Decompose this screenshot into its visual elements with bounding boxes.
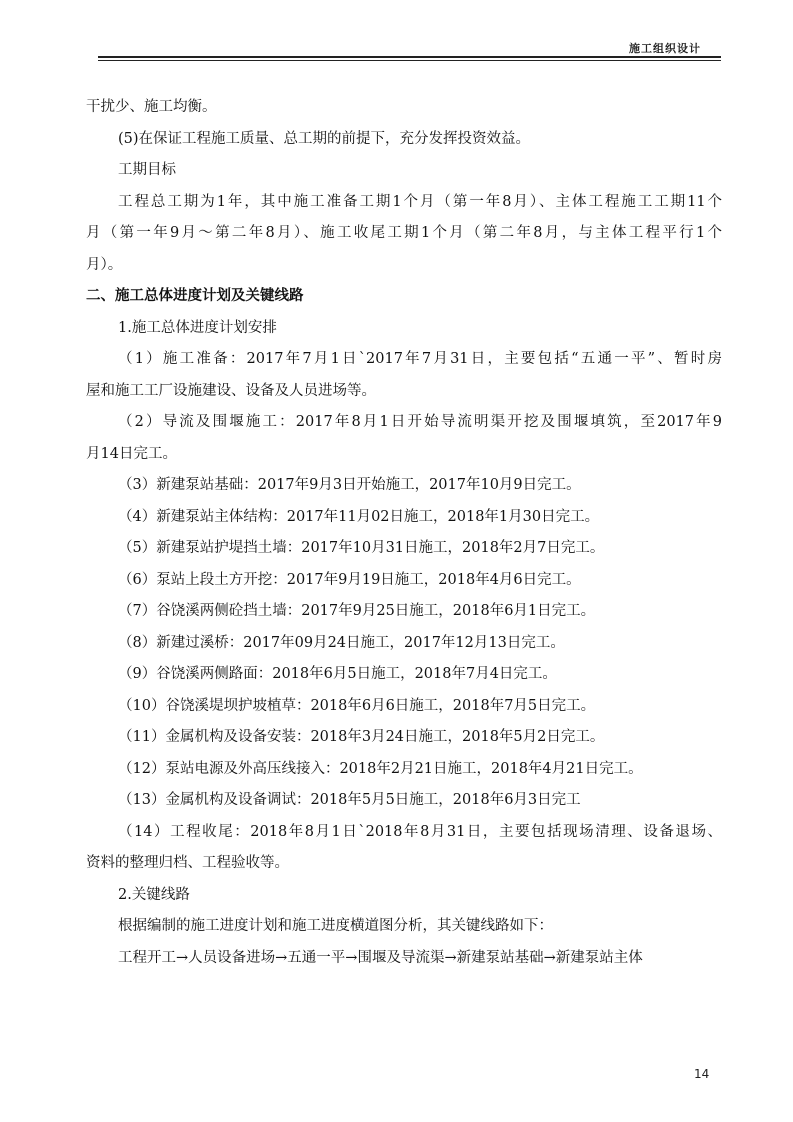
subheading-schedule-target: 工期目标 [118,162,176,178]
schedule-item-10: （10）谷饶溪堤坝护坡植草：2018年6月6日施工，2018年7月5日完工。 [118,697,596,714]
subsection-heading-schedule: 1.施工总体进度计划安排 [118,319,277,336]
schedule-target-line-1: 工程总工期为1年，其中施工准备工期1个月（第一年8月）、主体工程施工工期11个 [118,193,722,210]
schedule-item-2-line-2: 月14日完工。 [86,445,177,462]
paragraph-continuation: 干扰少、施工均衡。 [86,99,217,115]
schedule-item-6: （6）泵站上段土方开挖：2017年9月19日施工，2018年4月6日完工。 [118,571,581,588]
schedule-item-14-line-2: 资料的整理归档、工程验收等。 [86,855,289,871]
schedule-item-14-line-1: （14）工程收尾：2018年8月1日`2018年8月31日，主要包括现场清理、设备退场、 [118,823,722,840]
schedule-item-2-line-1: （2）导流及围堰施工：2017年8月1日开始导流明渠开挖及围堰填筑，至2017年9 [118,414,722,430]
schedule-item-13: （13）金属机构及设备调试：2018年5月5日施工，2018年6月3日完工 [118,792,581,808]
subsection-heading-critical-path: 2.关键线路 [118,886,190,903]
schedule-item-12: （12）泵站电源及外高压线接入：2018年2月21日施工，2018年4月21日完工。 [118,760,643,777]
header-rule [98,56,721,58]
schedule-item-3: （3）新建泵站基础：2017年9月3日开始施工，2017年10月9日完工。 [118,477,581,493]
running-header: 施工组织设计 [629,42,701,55]
schedule-item-5: （5）新建泵站护堤挡土墙：2017年10月31日施工，2018年2月7日完工。 [118,540,605,556]
schedule-item-1-line-2: 屋和施工工厂设施建设、设备及人员进场等。 [86,382,376,399]
principle-item-5: (5)在保证工程施工质量、总工期的前提下，充分发挥投资效益。 [118,130,531,147]
schedule-target-line-2: 月（第一年9月～第二年8月）、施工收尾工期1个月（第二年8月，与主体工程平行1个 [86,225,722,241]
schedule-item-1-line-1: （1）施工准备：2017年7月1日`2017年7月31日，主要包括“五通一平”、暂时房 [118,351,722,367]
header-rule-secondary [98,60,721,61]
critical-path-intro: 根据编制的施工进度计划和施工进度横道图分析，其关键线路如下： [118,918,553,934]
page-number: 14 [694,1067,710,1081]
schedule-item-9: （9）谷饶溪两侧路面：2018年6月5日施工，2018年7月4日完工。 [118,666,557,682]
schedule-item-8: （8）新建过溪桥：2017年09月24日施工，2017年12月13日完工。 [118,634,565,651]
schedule-item-7: （7）谷饶溪两侧砼挡土墙：2017年9月25日施工，2018年6月1日完工。 [118,603,596,619]
document-body [86,92,722,974]
section-heading: 二、施工总体进度计划及关键线路 [86,288,304,304]
schedule-target-line-3: 月）。 [86,256,123,273]
critical-path-sequence: 工程开工→人员设备进场→五通一平→围堰及导流渠→新建泵站基础→新建泵站主体 [118,949,643,966]
schedule-item-11: （11）金属机构及设备安装：2018年3月24日施工，2018年5月2日完工。 [118,729,605,745]
schedule-item-4: （4）新建泵站主体结构：2017年11月02日施工，2018年1月30日完工。 [118,508,600,525]
